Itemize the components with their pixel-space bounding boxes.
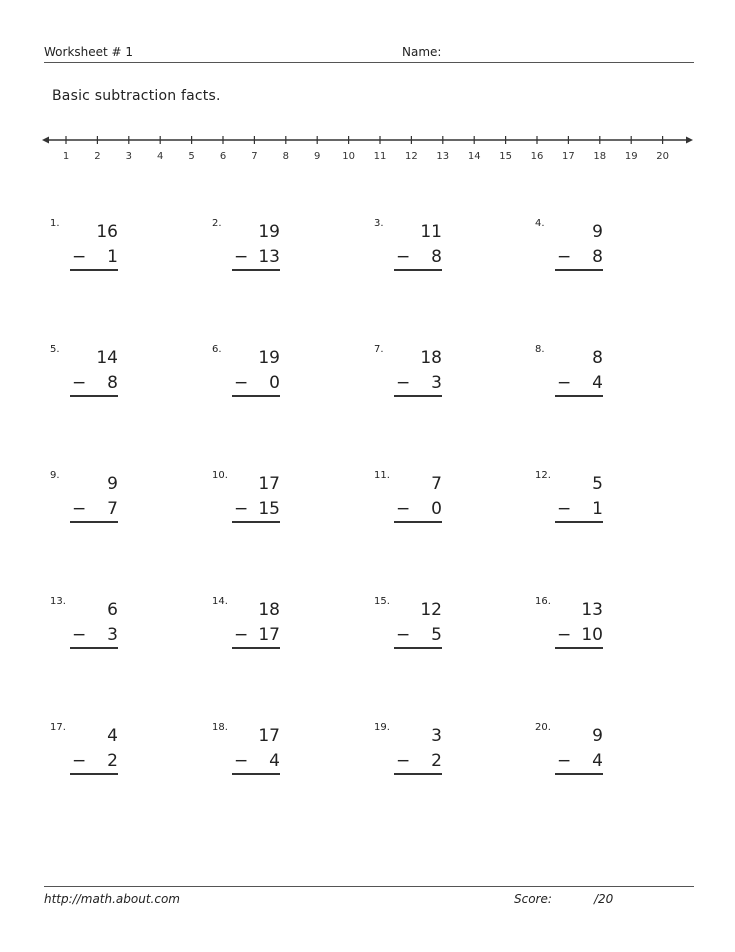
minuend: 4 bbox=[107, 726, 118, 746]
minus-sign: − bbox=[557, 751, 572, 771]
problem-number: 14. bbox=[212, 596, 228, 607]
minuend: 5 bbox=[592, 474, 603, 494]
subtrahend: 7 bbox=[107, 499, 118, 519]
answer-line bbox=[394, 395, 442, 397]
subtraction-problem bbox=[212, 344, 280, 414]
minuend: 9 bbox=[107, 474, 118, 494]
number-line-tick-label: 14 bbox=[467, 151, 481, 162]
minuend: 19 bbox=[258, 348, 280, 368]
number-line-tick-label: 20 bbox=[656, 151, 669, 162]
minus-sign: − bbox=[557, 499, 572, 519]
number-line-tick-label: 6 bbox=[219, 151, 227, 162]
minus-sign: − bbox=[396, 499, 411, 519]
right-arrow-icon bbox=[686, 137, 693, 144]
minuend: 9 bbox=[592, 726, 603, 746]
answer-line bbox=[232, 773, 280, 775]
answer-line bbox=[394, 269, 442, 271]
minuend: 9 bbox=[592, 222, 603, 242]
number-line-tick-label: 17 bbox=[562, 151, 575, 162]
worksheet-number: Worksheet # 1 bbox=[44, 45, 134, 59]
answer-line bbox=[555, 521, 603, 523]
minus-sign: − bbox=[396, 625, 411, 645]
problem-number: 18. bbox=[212, 722, 228, 733]
subtrahend: 10 bbox=[581, 625, 603, 645]
minus-sign: − bbox=[72, 373, 87, 393]
minuend: 17 bbox=[258, 474, 280, 494]
subtrahend: 15 bbox=[258, 499, 280, 519]
subtraction-problem bbox=[212, 470, 280, 540]
worksheet-footer bbox=[44, 886, 694, 916]
subtraction-problem bbox=[212, 722, 280, 792]
minuend: 19 bbox=[258, 222, 280, 242]
problem-number: 6. bbox=[212, 344, 222, 355]
answer-line bbox=[232, 647, 280, 649]
number-line-tick-label: 8 bbox=[282, 151, 289, 162]
problem-number: 12. bbox=[535, 470, 551, 481]
subtraction-problem bbox=[374, 470, 442, 540]
minus-sign: − bbox=[72, 247, 87, 267]
subtrahend: 3 bbox=[107, 625, 118, 645]
minus-sign: − bbox=[234, 247, 249, 267]
minuend: 18 bbox=[258, 600, 280, 620]
minuend: 3 bbox=[431, 726, 442, 746]
subtraction-problem bbox=[50, 596, 118, 666]
subtraction-problem bbox=[374, 344, 442, 414]
answer-line bbox=[394, 647, 442, 649]
subtraction-problem bbox=[374, 596, 442, 666]
problem-number: 8. bbox=[535, 344, 545, 355]
minus-sign: − bbox=[234, 751, 249, 771]
subtrahend: 5 bbox=[431, 625, 442, 645]
subtrahend: 4 bbox=[269, 751, 280, 771]
number-line-tick-label: 10 bbox=[342, 151, 355, 162]
left-arrow-icon bbox=[42, 137, 49, 144]
subtraction-problem bbox=[535, 344, 603, 414]
subtraction-problem bbox=[50, 344, 118, 414]
subtrahend: 1 bbox=[107, 247, 118, 267]
problem-number: 1. bbox=[50, 218, 60, 229]
minuend: 13 bbox=[581, 600, 603, 620]
answer-line bbox=[394, 773, 442, 775]
number-line-tick-label: 11 bbox=[373, 151, 387, 162]
answer-line bbox=[232, 521, 280, 523]
subtraction-problem bbox=[50, 722, 118, 792]
header-rule bbox=[44, 62, 694, 63]
problem-number: 13. bbox=[50, 596, 66, 607]
subtraction-problem bbox=[50, 470, 118, 540]
subtrahend: 1 bbox=[592, 499, 603, 519]
problem-number: 19. bbox=[374, 722, 390, 733]
minus-sign: − bbox=[396, 751, 411, 771]
subtrahend: 8 bbox=[592, 247, 603, 267]
problem-number: 3. bbox=[374, 218, 384, 229]
minuend: 12 bbox=[420, 600, 442, 620]
problem-number: 20. bbox=[535, 722, 551, 733]
subtrahend: 2 bbox=[431, 751, 442, 771]
subtrahend: 0 bbox=[431, 499, 442, 519]
footer-rule bbox=[44, 886, 694, 887]
number-line-tick-label: 5 bbox=[188, 151, 195, 162]
subtrahend: 13 bbox=[258, 247, 280, 267]
answer-line bbox=[232, 395, 280, 397]
minuend: 8 bbox=[592, 348, 603, 368]
subtraction-problem bbox=[374, 722, 442, 792]
answer-line bbox=[555, 647, 603, 649]
subtrahend: 0 bbox=[269, 373, 280, 393]
minuend: 11 bbox=[420, 222, 442, 242]
minuend: 7 bbox=[431, 474, 442, 494]
subtraction-problem bbox=[50, 218, 118, 288]
subtraction-problem bbox=[212, 596, 280, 666]
minus-sign: − bbox=[72, 499, 87, 519]
subtraction-problem bbox=[212, 218, 280, 288]
number-line-tick-label: 7 bbox=[251, 151, 258, 162]
answer-line bbox=[232, 269, 280, 271]
problem-number: 11. bbox=[374, 470, 390, 481]
answer-line bbox=[555, 773, 603, 775]
minus-sign: − bbox=[72, 625, 87, 645]
problem-number: 9. bbox=[50, 470, 60, 481]
number-line-tick-label: 15 bbox=[499, 151, 512, 162]
number-line-tick-label: 4 bbox=[157, 151, 164, 162]
subtraction-problem bbox=[535, 470, 603, 540]
number-line-tick-label: 1 bbox=[62, 151, 70, 162]
minus-sign: − bbox=[557, 247, 572, 267]
problem-number: 17. bbox=[50, 722, 66, 733]
answer-line bbox=[70, 773, 118, 775]
problem-number: 7. bbox=[374, 344, 384, 355]
minuend: 6 bbox=[107, 600, 118, 620]
minus-sign: − bbox=[396, 373, 411, 393]
number-line-tick-label: 2 bbox=[94, 151, 101, 162]
name-label: Name: bbox=[402, 45, 442, 59]
number-line-tick-label: 3 bbox=[125, 151, 132, 162]
problem-number: 2. bbox=[212, 218, 222, 229]
minus-sign: − bbox=[557, 373, 572, 393]
minus-sign: − bbox=[557, 625, 572, 645]
number-line-tick-label: 13 bbox=[436, 151, 450, 162]
minuend: 18 bbox=[420, 348, 442, 368]
minus-sign: − bbox=[396, 247, 411, 267]
answer-line bbox=[394, 521, 442, 523]
score-label: Score: bbox=[514, 892, 552, 906]
subtrahend: 2 bbox=[107, 751, 118, 771]
subtrahend: 8 bbox=[431, 247, 442, 267]
number-line-tick-label: 19 bbox=[624, 151, 638, 162]
subtraction-problem bbox=[374, 218, 442, 288]
score-total: /20 bbox=[594, 892, 614, 906]
worksheet-header bbox=[44, 43, 694, 63]
subtrahend: 4 bbox=[592, 373, 603, 393]
subtrahend: 8 bbox=[107, 373, 118, 393]
subtraction-problem bbox=[535, 596, 603, 666]
number-line-tick-label: 12 bbox=[405, 151, 418, 162]
number-line-tick-label: 9 bbox=[314, 151, 321, 162]
minus-sign: − bbox=[72, 751, 87, 771]
number-line bbox=[40, 128, 695, 168]
minuend: 16 bbox=[96, 222, 118, 242]
subtraction-problem bbox=[535, 722, 603, 792]
source-url: http://math.about.com bbox=[44, 892, 180, 906]
subtrahend: 3 bbox=[431, 373, 442, 393]
number-line-tick-label: 18 bbox=[593, 151, 607, 162]
minuend: 17 bbox=[258, 726, 280, 746]
minus-sign: − bbox=[234, 499, 249, 519]
subtrahend: 4 bbox=[592, 751, 603, 771]
problem-number: 4. bbox=[535, 218, 545, 229]
minus-sign: − bbox=[234, 625, 249, 645]
minus-sign: − bbox=[234, 373, 249, 393]
answer-line bbox=[70, 647, 118, 649]
answer-line bbox=[70, 395, 118, 397]
answer-line bbox=[555, 269, 603, 271]
minuend: 14 bbox=[96, 348, 118, 368]
answer-line bbox=[70, 269, 118, 271]
problem-number: 10. bbox=[212, 470, 228, 481]
problem-number: 15. bbox=[374, 596, 390, 607]
answer-line bbox=[70, 521, 118, 523]
answer-line bbox=[555, 395, 603, 397]
worksheet-title: Basic subtraction facts. bbox=[52, 88, 221, 104]
number-line-tick-label: 16 bbox=[530, 151, 544, 162]
problem-number: 5. bbox=[50, 344, 60, 355]
problem-number: 16. bbox=[535, 596, 551, 607]
subtraction-problem bbox=[535, 218, 603, 288]
subtrahend: 17 bbox=[258, 625, 280, 645]
